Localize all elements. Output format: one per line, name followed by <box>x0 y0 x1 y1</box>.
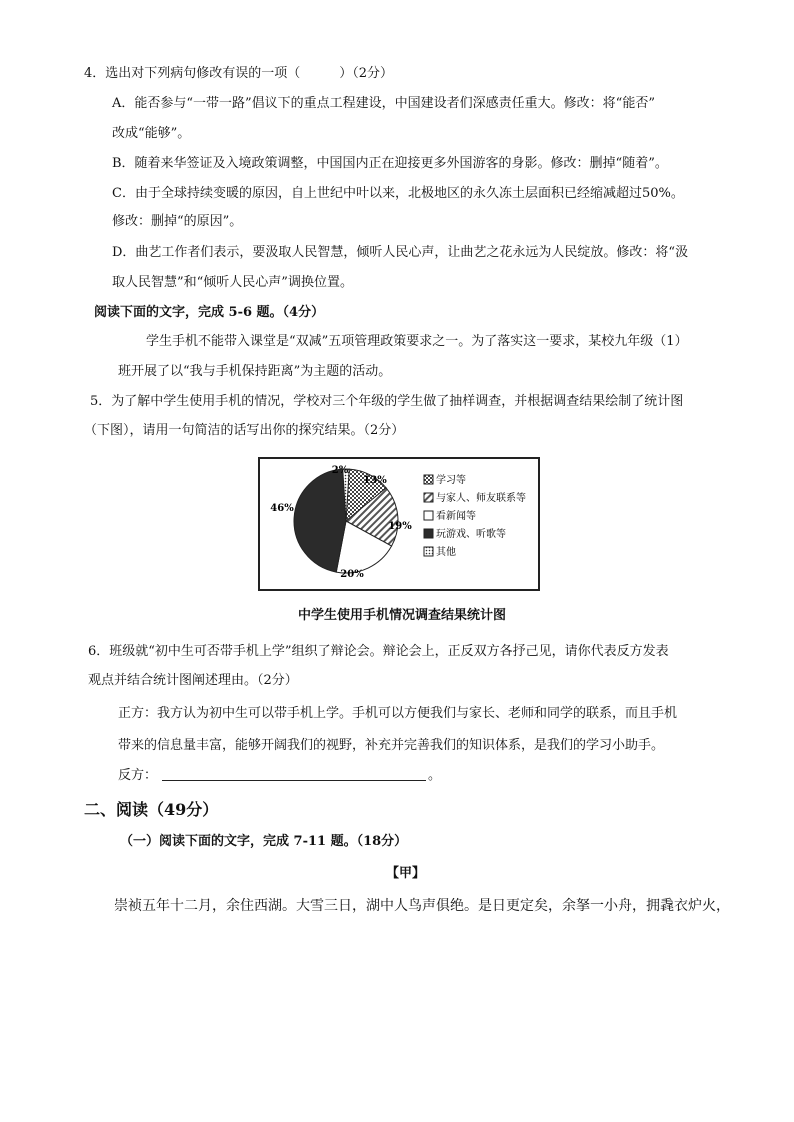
pie-chart <box>260 459 538 589</box>
q4-option-b: B．随着来华签证及入境政策调整，中国国内正在迎接更多外国游客的身影。修改：删掉“随着”。 <box>112 156 668 171</box>
section-title: 二、阅读（49分） <box>84 800 219 819</box>
legend-label: 玩游戏、听歌等 <box>436 529 506 540</box>
pie-slice-4 <box>294 469 346 572</box>
pie-data-label: 46% <box>270 503 294 514</box>
q5-stem-cont: （下图），请用一句简洁的话写出你的探究结果。（2分） <box>84 423 405 438</box>
pie-chart-frame <box>258 457 540 591</box>
legend-swatch <box>424 511 433 520</box>
q6-stem-cont: 观点并结合统计图阐述理由。（2分） <box>88 673 298 688</box>
legend-swatch <box>424 493 433 502</box>
passage-text: 崇祯五年十二月，余住西湖。大雪三日，湖中人鸟声俱绝。是日更定矣，余拏一小舟，拥毳衣炉火， <box>114 898 730 914</box>
legend-swatch <box>424 529 433 538</box>
legend-swatch <box>424 475 433 484</box>
q4-option-a-cont: 改成“能够”。 <box>112 126 191 141</box>
pie-data-label: 19% <box>388 521 412 532</box>
con-side-label: 反方： <box>118 768 158 783</box>
con-side-period: 。 <box>428 768 442 783</box>
legend-label: 其他 <box>436 547 456 558</box>
section-subtitle: （一）阅读下面的文字，完成 7-11 题。（18分） <box>120 834 408 849</box>
q4-option-d: D．曲艺工作者们表示，要汲取人民智慧，倾听人民心声，让曲艺之花永远为人民绽放。修改：将“汲 <box>112 245 689 260</box>
q4-option-a: A．能否参与“一带一路”倡议下的重点工程建设，中国建设者们深感责任重大。修改：将“能否” <box>112 96 655 111</box>
chart-title: 中学生使用手机情况调查结果统计图 <box>298 608 507 623</box>
pie-data-label: 20% <box>340 569 364 580</box>
passage-tag: 【甲】 <box>386 866 426 881</box>
pie-data-label: 13% <box>363 475 387 486</box>
legend-label: 学习等 <box>436 475 466 486</box>
pie-data-label: 2% <box>331 465 349 476</box>
legend-label: 与家人、师友联系等 <box>436 493 526 504</box>
q4-option-c: C．由于全球持续变暖的原因，自上世纪中叶以来，北极地区的永久冻土层面积已经缩减超过50%。 <box>112 186 684 201</box>
reading-heading: 阅读下面的文字，完成 5-6 题。（4分） <box>94 305 325 320</box>
q4-option-d-cont: 取人民智慧”和“倾听人民心声”调换位置。 <box>112 275 353 290</box>
intro-paragraph-cont: 班开展了以“我与手机保持距离”为主题的活动。 <box>118 364 392 379</box>
q5-stem: 5．为了解中学生使用手机的情况，学校对三个年级的学生做了抽样调查，并根据调查结果绘制了统计图 <box>90 394 684 409</box>
legend-label: 看新闻等 <box>436 511 476 522</box>
intro-paragraph: 学生手机不能带入课堂是“双减”五项管理政策要求之一。为了落实这一要求，某校九年级（1） <box>146 334 688 349</box>
q6-stem: 6．班级就“初中生可否带手机上学”组织了辩论会。辩论会上，正反双方各抒己见，请你代表反方发表 <box>88 644 669 659</box>
q4-option-c-cont: 修改：删掉“的原因”。 <box>112 214 243 229</box>
q4-stem: 4．选出对下列病句修改有误的一项（ ）（2分） <box>84 66 394 81</box>
legend-swatch <box>424 547 433 556</box>
pro-side-argument-cont: 带来的信息量丰富，能够开阔我们的视野，补充并完善我们的知识体系，是我们的学习小助手。 <box>118 738 665 753</box>
con-side-answer-blank[interactable] <box>162 780 426 781</box>
pro-side-argument: 正方：我方认为初中生可以带手机上学。手机可以方便我们与家长、老师和同学的联系，而且手机 <box>118 706 678 721</box>
